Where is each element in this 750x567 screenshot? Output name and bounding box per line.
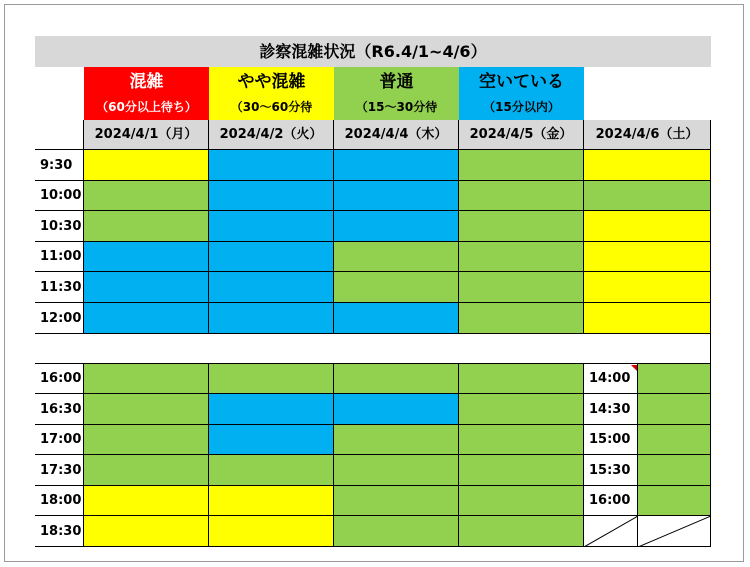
diagonal-slash (584, 516, 638, 547)
status-cell (334, 303, 459, 334)
day-header: 2024/4/2（火） (209, 120, 334, 150)
time-label: 18:30 (35, 516, 84, 547)
diagonal-slash (638, 516, 711, 547)
day-header: 2024/4/6（土） (584, 120, 711, 150)
saturday-time-label: 14:30 (584, 394, 638, 425)
status-cell (334, 516, 459, 547)
status-cell (84, 394, 209, 425)
status-cell (584, 303, 711, 334)
lunch-gap (35, 334, 711, 364)
status-cell (209, 394, 334, 425)
legend-sub-label: （15分以内） (483, 100, 560, 114)
status-cell (209, 242, 334, 272)
header-corner (35, 120, 84, 150)
time-label: 16:00 (35, 364, 84, 394)
legend-label: 混雑 (129, 72, 164, 92)
saturday-status-cell (638, 486, 711, 516)
saturday-status-cell (638, 394, 711, 425)
status-cell (84, 516, 209, 547)
status-cell (459, 486, 584, 516)
status-cell (84, 303, 209, 334)
page-title: 診察混雑状況（R6.4/1~4/6） (35, 36, 711, 67)
status-cell (209, 425, 334, 455)
status-cell (209, 272, 334, 303)
status-cell (459, 516, 584, 547)
saturday-status-cell (638, 455, 711, 486)
status-cell (584, 150, 711, 181)
status-cell (209, 303, 334, 334)
time-label: 10:30 (35, 211, 84, 242)
legend-somewhat-crowded (209, 67, 334, 120)
saturday-time-label: 15:00 (584, 425, 638, 455)
legend-label: 空いている (479, 72, 564, 92)
status-cell (334, 394, 459, 425)
time-label: 12:00 (35, 303, 84, 334)
status-cell (459, 242, 584, 272)
status-cell (334, 181, 459, 211)
status-cell (209, 211, 334, 242)
status-cell (459, 394, 584, 425)
status-cell (209, 150, 334, 181)
status-cell (584, 242, 711, 272)
status-cell (334, 272, 459, 303)
day-header: 2024/4/5（金） (459, 120, 584, 150)
legend-crowded (84, 67, 209, 120)
empty-slash-cell (638, 516, 711, 547)
time-label: 17:30 (35, 455, 84, 486)
legend-normal (334, 67, 459, 120)
status-cell (84, 455, 209, 486)
status-cell (459, 150, 584, 181)
status-cell (209, 455, 334, 486)
status-cell (459, 425, 584, 455)
saturday-time-label: 15:30 (584, 455, 638, 486)
status-cell (84, 425, 209, 455)
status-cell (584, 272, 711, 303)
time-label: 17:00 (35, 425, 84, 455)
legend-label: やや混雑 (237, 72, 306, 92)
status-cell (209, 486, 334, 516)
time-label: 9:30 (35, 150, 84, 181)
status-cell (459, 272, 584, 303)
status-cell (459, 303, 584, 334)
comment-indicator-icon[interactable] (631, 365, 637, 371)
status-cell (334, 211, 459, 242)
saturday-status-cell (638, 364, 711, 394)
status-cell (334, 242, 459, 272)
status-cell (459, 364, 584, 394)
status-cell (334, 455, 459, 486)
time-label: 11:30 (35, 272, 84, 303)
status-cell (334, 486, 459, 516)
status-cell (84, 181, 209, 211)
status-cell (84, 211, 209, 242)
saturday-time-label: 14:00 (584, 364, 638, 394)
status-cell (84, 242, 209, 272)
status-cell (334, 364, 459, 394)
status-cell (584, 211, 711, 242)
empty-slash-cell (584, 516, 638, 547)
status-cell (334, 150, 459, 181)
status-cell (459, 211, 584, 242)
status-cell (209, 364, 334, 394)
legend-sub-label: （60分以上待ち） (96, 100, 197, 114)
legend-sub-label: （15～30分待 (355, 100, 438, 114)
legend-vacant (459, 67, 584, 120)
status-cell (84, 272, 209, 303)
time-label: 11:00 (35, 242, 84, 272)
status-cell (209, 181, 334, 211)
time-label: 18:00 (35, 486, 84, 516)
status-cell (459, 181, 584, 211)
time-label: 10:00 (35, 181, 84, 211)
saturday-status-cell (638, 425, 711, 455)
legend-sub-label: （30～60分待 (230, 100, 313, 114)
time-label: 16:30 (35, 394, 84, 425)
status-cell (84, 486, 209, 516)
status-cell (84, 150, 209, 181)
status-cell (84, 364, 209, 394)
saturday-time-label: 16:00 (584, 486, 638, 516)
day-header: 2024/4/4（木） (334, 120, 459, 150)
status-cell (209, 516, 334, 547)
status-cell (459, 455, 584, 486)
day-header: 2024/4/1（月） (84, 120, 209, 150)
status-cell (584, 181, 711, 211)
legend-label: 普通 (379, 72, 414, 92)
status-cell (334, 425, 459, 455)
